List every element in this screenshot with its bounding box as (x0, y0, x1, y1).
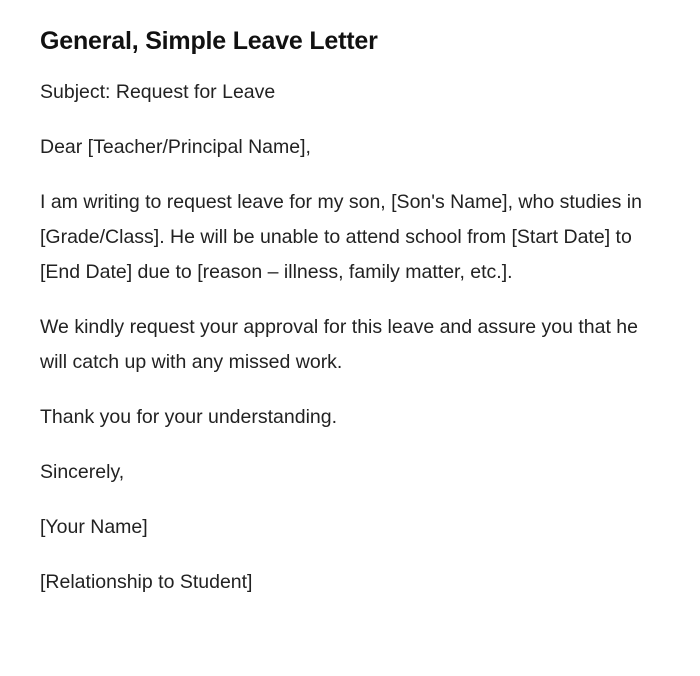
letter-closing: Sincerely, (40, 461, 125, 483)
letter-body-paragraph-1: I am writing to request leave for my son, [Son's Name], who studies in [Grade/Class]. He will be unable to attend school from [Start Date] to [End Date] due to [reason – illness, family matter, etc.]. (40, 191, 642, 283)
letter-signature-relationship: [Relationship to Student] (40, 571, 253, 593)
letter-subject: Subject: Request for Leave (40, 81, 276, 103)
letter-title: General, Simple Leave Letter (40, 27, 378, 55)
letter-salutation: Dear [Teacher/Principal Name], (40, 136, 311, 158)
letter-body-paragraph-2: We kindly request your approval for this leave and assure you that he will catch up with any missed work. (40, 316, 638, 373)
letter-signature-name: [Your Name] (40, 516, 148, 538)
letter-thanks: Thank you for your understanding. (40, 406, 338, 428)
